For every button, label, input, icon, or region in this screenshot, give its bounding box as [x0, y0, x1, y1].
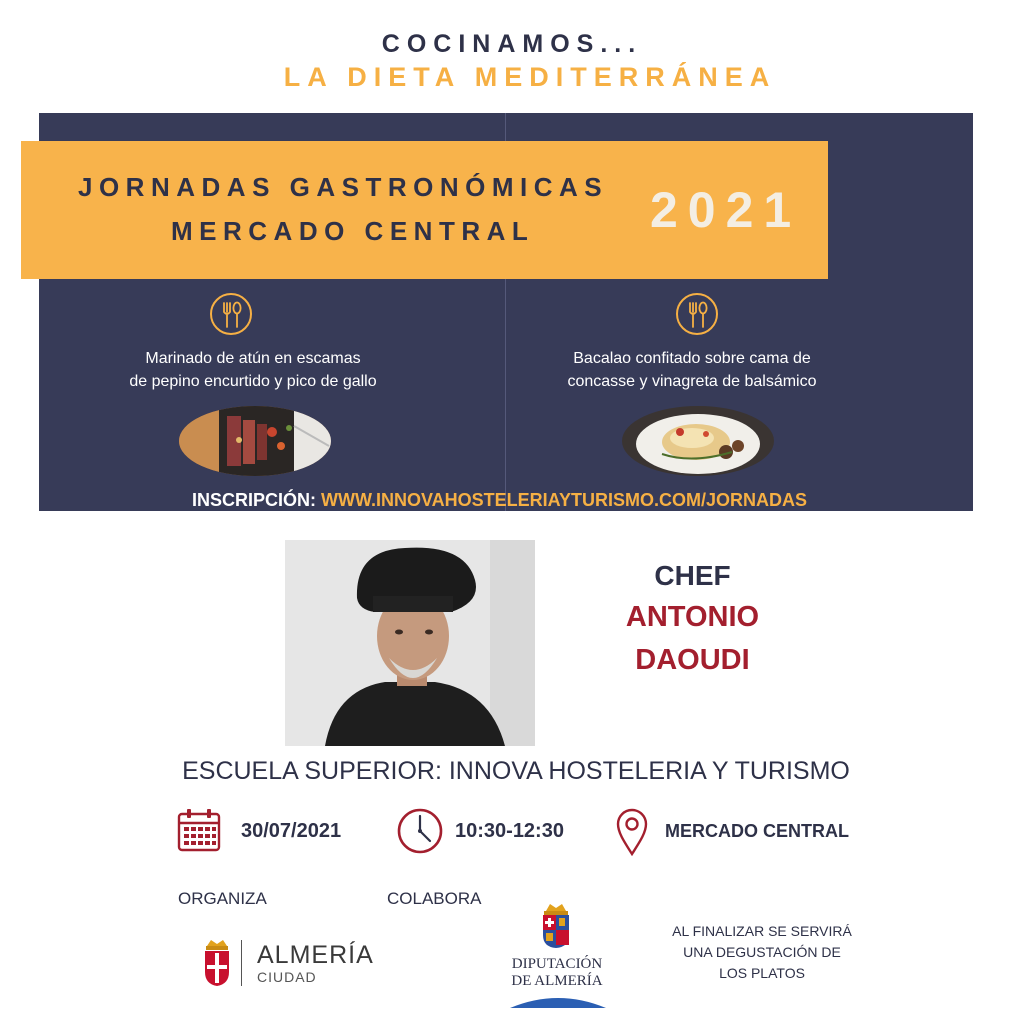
- dish-1-line-1: Marinado de atún en escamas: [145, 350, 361, 367]
- registration-link[interactable]: WWW.INNOVAHOSTELERIAYTURISMO.COM/JORNADAS: [321, 490, 808, 510]
- header-subtitle: LA DIETA MEDITERRÁNEA: [283, 62, 777, 92]
- chef-last-name: DAOUDI: [635, 644, 750, 676]
- diputacion-swoosh: [510, 994, 606, 1013]
- banner-year: 2021: [650, 182, 802, 238]
- note-line-3: LOS PLATOS: [719, 965, 805, 981]
- school-name: ESCUELA SUPERIOR: INNOVA HOSTELERIA Y TURISMO: [182, 757, 850, 785]
- dish-1-line-2: de pepino encurtido y pico de gallo: [129, 373, 377, 390]
- banner-title: JORNADAS GASTRONÓMICAS: [78, 172, 609, 202]
- collaborator-name: [496, 956, 618, 990]
- organizer-subtitle: CIUDAD: [257, 969, 317, 985]
- cutlery-icon: [209, 292, 253, 336]
- dish-2-line-1: Bacalao confitado sobre cama de: [573, 350, 811, 367]
- organizer-name: ALMERÍA: [257, 941, 374, 969]
- note-line-2: UNA DEGUSTACIÓN DE: [683, 944, 841, 960]
- calendar-icon: [177, 808, 221, 857]
- header-title: COCINAMOS...: [381, 30, 643, 58]
- dish-1-description: [83, 347, 423, 393]
- banner-subtitle: MERCADO CENTRAL: [171, 216, 535, 246]
- event-date: 30/07/2021: [241, 820, 342, 842]
- clock-icon: [396, 807, 444, 860]
- event-place: MERCADO CENTRAL: [665, 821, 849, 841]
- dish-2-photo: [622, 406, 774, 476]
- registration-line: [192, 490, 807, 511]
- collaborator-line-2: DE ALMERÍA: [511, 973, 603, 989]
- tasting-note: [662, 921, 862, 984]
- location-pin-icon: [615, 808, 649, 861]
- collaborator-line-1: DIPUTACIÓN: [511, 956, 603, 972]
- chef-photo: [285, 540, 535, 746]
- chef-title: CHEF: [654, 560, 731, 591]
- organiza-label: ORGANIZA: [178, 889, 267, 908]
- note-line-1: AL FINALIZAR SE SERVIRÁ: [672, 923, 852, 939]
- almeria-crest-icon: [203, 938, 231, 993]
- cutlery-icon: [675, 292, 719, 336]
- event-time: 10:30-12:30: [455, 820, 564, 842]
- dish-2-description: [522, 347, 862, 393]
- diputacion-crest-icon: [540, 903, 572, 954]
- dish-2-line-2: concasse y vinagreta de balsámico: [567, 373, 817, 390]
- logo-divider: [241, 940, 242, 986]
- colabora-label: COLABORA: [387, 889, 482, 908]
- dish-1-photo: [179, 406, 331, 476]
- registration-label: INSCRIPCIÓN:: [192, 490, 317, 510]
- chef-first-name: ANTONIO: [625, 601, 760, 633]
